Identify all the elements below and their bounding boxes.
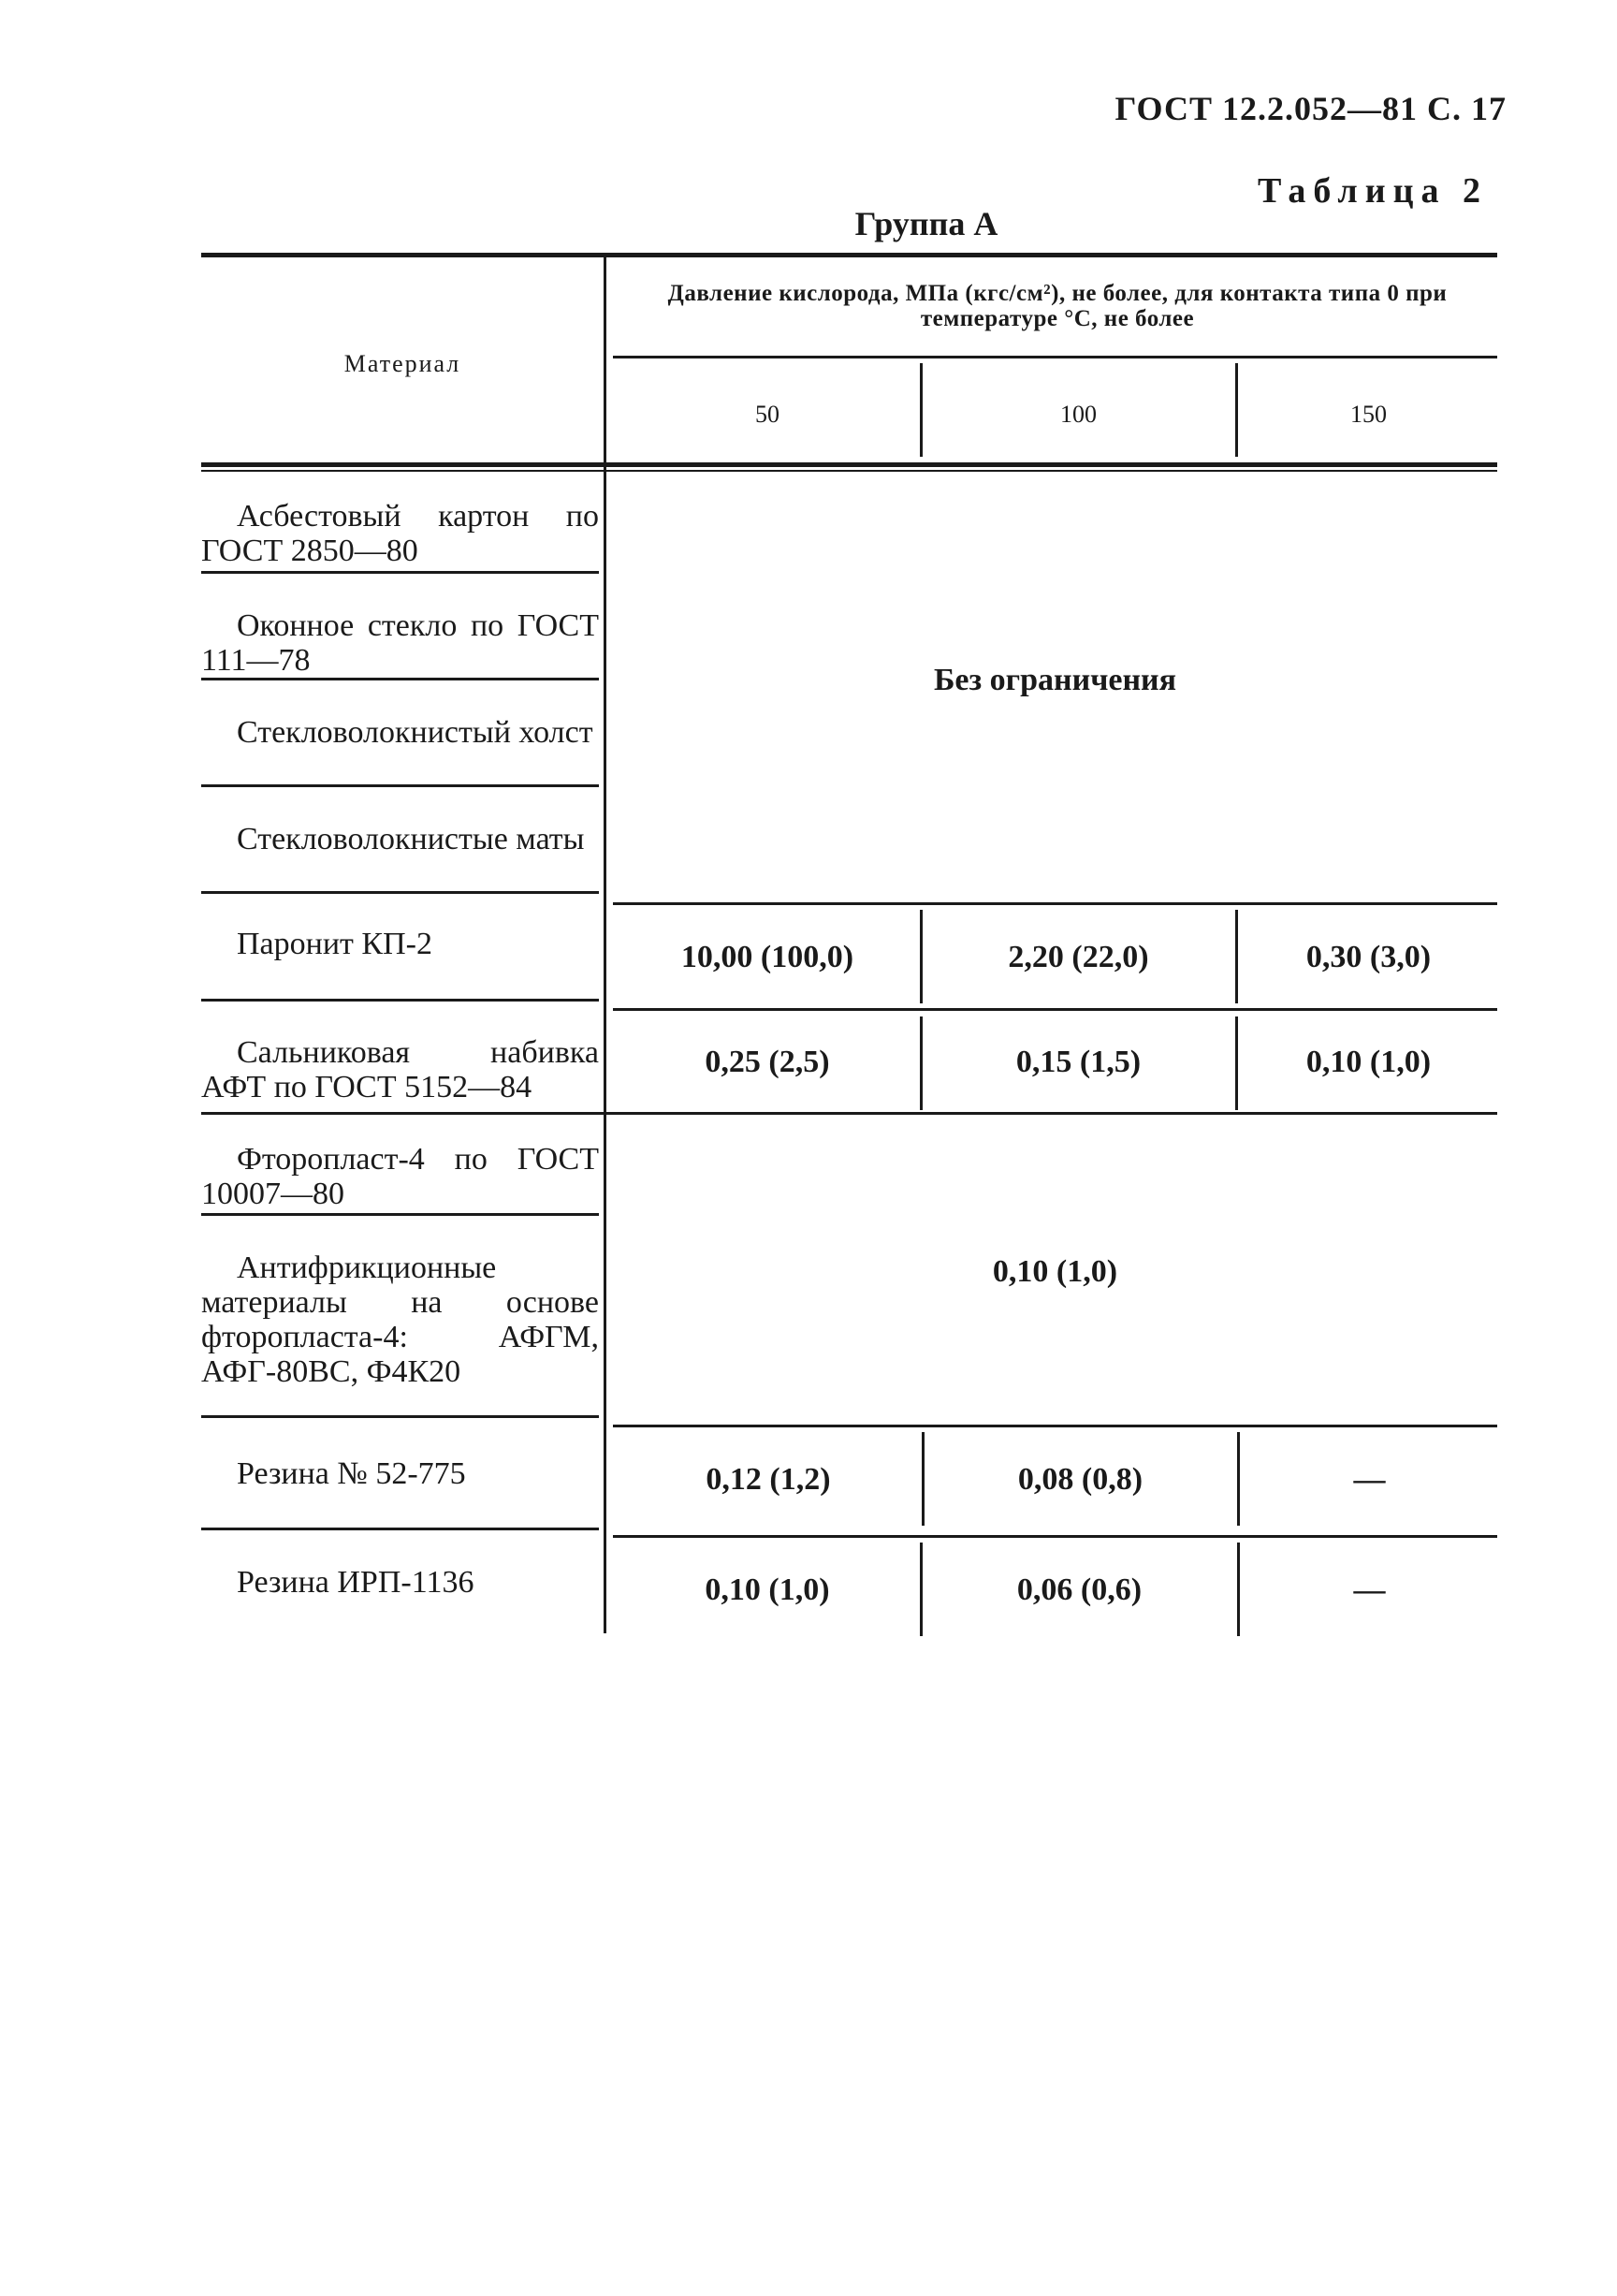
value-divider [1237, 1432, 1240, 1526]
value-cell: 2,20 (22,0) [1008, 940, 1149, 974]
value-divider [920, 910, 923, 1003]
temp-divider-2 [1235, 363, 1238, 457]
value-cell: 0,08 (0,8) [1017, 1462, 1144, 1497]
row-rule-values [613, 1008, 1497, 1011]
material-cell-ptfe: Фторопласт-4 по ГОСТ 10007—80 [201, 1142, 599, 1211]
row-rule [201, 571, 599, 574]
material-cell-packing: Сальниковая набивка АФТ по ГОСТ 5152—84 [201, 1035, 599, 1104]
merged-value-ptfe-group: 0,10 (1,0) [992, 1254, 1118, 1289]
value-divider [1235, 910, 1238, 1003]
material-cell-fiber-mats: Стекловолокнистые маты [237, 822, 585, 856]
temp-header-100: 100 [1060, 401, 1097, 428]
temp-header-150: 150 [1350, 401, 1387, 428]
row-rule [201, 1528, 599, 1530]
value-divider [1237, 1543, 1240, 1636]
material-column-divider [604, 257, 606, 1633]
table-top-rule [201, 253, 1497, 257]
row-rule-values [613, 1535, 1497, 1538]
material-cell-glass: Оконное стекло по ГОСТ 111—78 [201, 608, 599, 678]
row-rule-values [613, 902, 1497, 905]
value-cell: 0,15 (1,5) [1015, 1045, 1142, 1079]
value-cell: — [1353, 1572, 1386, 1607]
material-cell-fiber-canvas: Стекловолокнистый холст [237, 715, 593, 750]
document-code: ГОСТ 12.2.052—81 С. 17 [1114, 90, 1507, 127]
row-rule [201, 1112, 1497, 1115]
value-cell: 0,06 (0,6) [1016, 1572, 1143, 1607]
row-rule [201, 784, 599, 787]
value-cell: 0,25 (2,5) [705, 1045, 830, 1079]
merged-value-no-limit: Без ограничения [933, 663, 1177, 697]
value-cell: 0,10 (1,0) [705, 1572, 830, 1607]
header-inner-rule [613, 356, 1497, 358]
value-cell: 10,00 (100,0) [680, 940, 854, 974]
header-bottom-rule [201, 462, 1497, 467]
material-cell-paronite: Паронит КП-2 [237, 927, 432, 961]
material-cell-antifriction: Антифрикционные материалы на основе фторопласта-4: АФГМ, АФГ-80ВС, Ф4К20 [201, 1250, 599, 1389]
header-bottom-rule-2 [201, 470, 1497, 472]
material-cell-rubber-irp-1136: Резина ИРП-1136 [237, 1565, 474, 1600]
row-rule [201, 999, 599, 1002]
value-cell: 0,10 (1,0) [1305, 1045, 1432, 1079]
value-cell: 0,12 (1,2) [706, 1462, 831, 1497]
group-label: Группа А [854, 205, 998, 242]
row-rule-values [613, 1425, 1497, 1427]
value-divider [922, 1432, 925, 1526]
value-divider [920, 1543, 923, 1636]
material-header: Материал [343, 350, 461, 377]
table-label: Таблица 2 [1257, 171, 1488, 211]
row-rule [201, 1213, 599, 1216]
value-cell: 0,30 (3,0) [1305, 940, 1432, 974]
row-rule [201, 891, 599, 894]
temp-divider-1 [920, 363, 923, 457]
value-divider [1235, 1016, 1238, 1110]
material-cell-rubber-52-775: Резина № 52-775 [237, 1456, 466, 1491]
value-cell: — [1353, 1462, 1386, 1497]
material-cell-asbestos: Асбестовый картон по ГОСТ 2850—80 [201, 499, 599, 568]
pressure-header: Давление кислорода, МПа (кгс/см²), не более, для контакта типа 0 при температуре °С, не более [667, 281, 1448, 331]
temp-header-50: 50 [755, 401, 779, 428]
row-rule [201, 678, 599, 680]
row-rule [201, 1415, 599, 1418]
value-divider [920, 1016, 923, 1110]
